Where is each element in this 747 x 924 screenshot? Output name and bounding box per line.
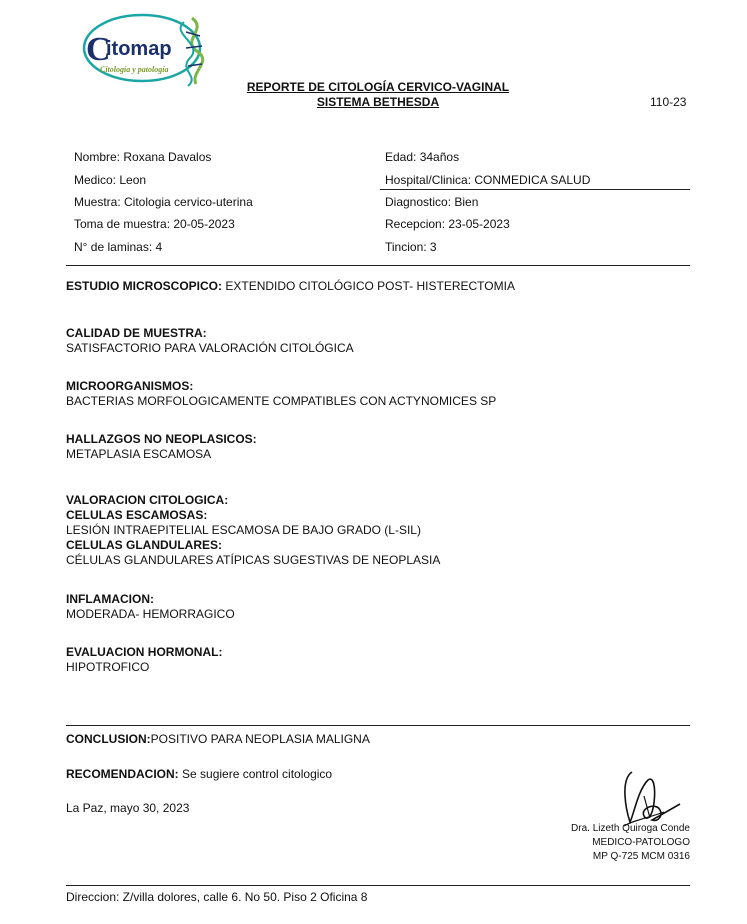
squamous-cells-value: LESIÓN INTRAEPITELIAL ESCAMOSA DE BAJO GRADO (L-SIL) [66,523,421,537]
microscopic-study [66,279,515,293]
hormonal-evaluation-value: HIPOTROFICO [66,660,150,674]
inflammation-label: INFLAMACION: [66,592,154,606]
address: Direccion: Z/villa dolores, calle 6. No 50. Piso 2 Oficina 8 [66,890,368,904]
reception-date: Recepcion: 23-05-2023 [385,217,510,231]
logo-tagline: Citología y patología [100,65,169,74]
recommendation-label: RECOMENDACION: [66,767,179,781]
staining: Tincion: 3 [385,240,437,254]
inflammation-value: MODERADA- HEMORRAGICO [66,607,235,621]
recommendation [66,767,332,781]
sample-quality-value: SATISFACTORIO PARA VALORACIÓN CITOLÓGICA [66,341,354,355]
patient-age: Edad: 34años [385,150,460,164]
non-neoplastic-findings-value: METAPLASIA ESCAMOSA [66,447,212,461]
signer-name: Dra. Lizeth Quiroga Conde [571,823,690,834]
citomap-logo [80,10,210,90]
glandular-cells-value: CÉLULAS GLANDULARES ATÍPICAS SUGESTIVAS DE NEOPLASIA [66,553,441,567]
report-subtitle: SISTEMA BETHESDA [316,95,440,109]
squamous-cells-label: CELULAS ESCAMOSAS: [66,508,208,522]
logo-initial: C [86,31,111,68]
divider-right [380,189,690,190]
conclusion [66,732,370,746]
non-neoplastic-findings-label: HALLAZGOS NO NEOPLASICOS: [66,432,257,446]
divider-conclusion [66,725,690,726]
microorganisms-value: BACTERIAS MORFOLOGICAMENTE COMPATIBLES CON ACTYNOMICES SP [66,394,497,408]
conclusion-label: CONCLUSION: [66,732,151,746]
sample-date: Toma de muestra: 20-05-2023 [74,217,235,231]
sample-type: Muestra: Citologia cervico-uterina [74,195,253,209]
microorganisms-label: MICROORGANISMOS: [66,379,194,393]
slide-count: N° de laminas: 4 [74,240,163,254]
report-title: REPORTE DE CITOLOGÍA CERVICO-VAGINAL [246,80,510,94]
divider-top [66,265,690,266]
recommendation-value: Se sugiere control citologico [178,767,333,781]
logo-graphic [80,10,210,90]
signer-title: MEDICO-PATOLOGO [592,837,690,848]
patient-name: Nombre: Roxana Davalos [74,150,212,164]
logo-brand: itomap [106,38,172,60]
cytologic-assessment-label: VALORACION CITOLOGICA: [66,493,229,507]
sample-quality-label: CALIDAD DE MUESTRA: [66,326,207,340]
signer-registration: MP Q-725 MCM 0316 [592,851,690,862]
hormonal-evaluation-label: EVALUACION HORMONAL: [66,645,223,659]
doctor: Medico: Leon [74,173,147,187]
report-number: 110-23 [650,95,687,109]
divider-footer [66,885,690,886]
microscopic-study-value: EXTENDIDO CITOLÓGICO POST- HISTERECTOMIA [222,279,515,293]
microscopic-study-label: ESTUDIO MICROSCOPICO: [66,279,223,293]
hospital: Hospital/Clinica: CONMEDICA SALUD [385,173,591,187]
glandular-cells-label: CELULAS GLANDULARES: [66,538,222,552]
report-date: La Paz, mayo 30, 2023 [66,801,190,815]
conclusion-value: POSITIVO PARA NEOPLASIA MALIGNA [150,732,370,746]
diagnosis: Diagnostico: Bien [385,195,479,209]
